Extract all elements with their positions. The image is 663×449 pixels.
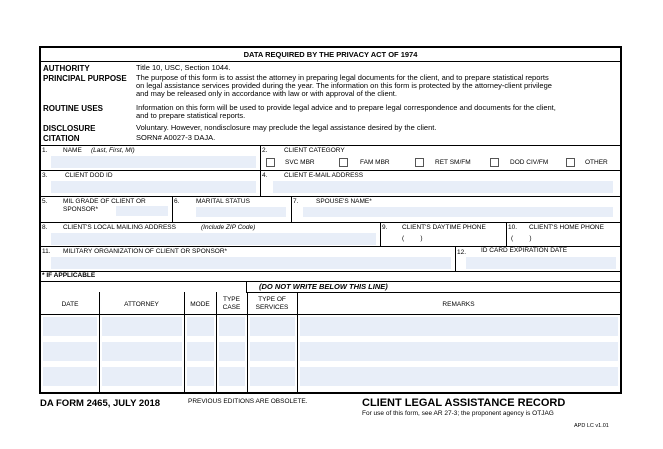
spouse-input[interactable] [303,207,613,217]
grade-input[interactable] [116,206,168,216]
name-input[interactable] [51,156,256,168]
form-id: DA FORM 2465, JULY 2018 [40,398,161,409]
purpose-text-1: The purpose of this form is to assist the attorney in preparing legal documents for the client, and to prepare statistical reports [136,73,549,82]
f12-num: 12. [457,249,467,256]
table-cell[interactable] [219,342,245,361]
email-input[interactable] [273,181,613,193]
f6-num: 6. [174,198,180,205]
f1-num: 1. [42,147,48,154]
divider [41,61,620,62]
f6-label: MARITAL STATUS [196,198,250,205]
table-cell[interactable] [219,367,245,386]
purpose-label: PRINCIPAL PURPOSE [43,74,127,83]
f3-num: 3. [42,172,48,179]
col-remarks-header: REMARKS [442,301,475,308]
f9-label: CLIENT'S DAYTIME PHONE [402,224,486,231]
version-label: APD LC v1.01 [574,423,609,429]
f7-label: SPOUSE'S NAME* [316,198,372,205]
divider [455,246,456,271]
f10-paren: ( ) [511,235,532,242]
divider [41,314,620,315]
routine-text-2: and to prepare statistical reports. [136,111,246,120]
purpose-text-2: on legal assistance services provided during the year. The information on this form is protected by the attorney-client privilege [136,81,552,90]
if-applicable-note: * IF APPLICABLE [42,272,96,279]
divider [506,222,507,246]
table-cell[interactable] [187,367,214,386]
f10-label: CLIENT'S HOME PHONE [529,224,604,231]
privacy-title: DATA REQUIRED BY THE PRIVACY ACT OF 1974 [243,50,418,59]
table-cell[interactable] [43,342,97,361]
use-note: For use of this form, see AR 27-3; the proponent agency is OTJAG [362,410,554,417]
f2-label: CLIENT CATEGORY [284,147,345,154]
divider [297,292,298,392]
divider [172,196,173,222]
divider [247,292,248,392]
col-type-case-header: TYPE CASE [222,296,241,311]
table-cell[interactable] [187,317,214,336]
military-org-input[interactable] [51,257,451,269]
f8-num: 8. [42,224,48,231]
divider [41,196,620,197]
divider [99,292,100,392]
f5-label-2: SPONSOR* [63,206,99,213]
col-date-header: DATE [61,301,79,308]
f12-label: ID CARD EXPIRATION DATE [481,247,568,254]
divider [41,222,620,223]
category-svc-label: SVC MBR [285,159,315,166]
routine-text-1: Information on this form will be used to provide legal advice and to prepare legal correspondence and documents for the client, [136,103,556,112]
divider [291,196,292,222]
col-attorney-header: ATTORNEY [124,301,159,308]
divider [184,292,185,392]
f4-num: 4. [262,172,268,179]
f4-label: CLIENT E-MAIL ADDRESS [284,172,364,179]
disclosure-label: DISCLOSURE [43,124,96,133]
purpose-text-3: and may be released only in accordance with law or with approval of the client. [136,89,397,98]
divider [260,170,261,196]
f1-label: NAME [63,147,82,154]
table-cell[interactable] [219,317,245,336]
category-svc-checkbox[interactable] [266,158,275,167]
authority-text: Title 10, USC, Section 1044. [136,63,231,72]
obsolete-note: PREVIOUS EDITIONS ARE OBSOLETE. [188,398,308,405]
disclosure-text: Voluntary. However, nondisclosure may preclude the legal assistance desired by the client. [136,123,437,132]
col-mode-header: MODE [190,301,210,308]
f11-num: 11. [42,248,51,255]
f11-label: MILITARY ORGANIZATION OF CLIENT OR SPONSOR* [63,248,228,255]
divider [41,145,620,146]
table-cell[interactable] [250,367,295,386]
divider [41,170,620,171]
category-ret-label: RET SM/FM [435,159,471,166]
do-not-write-label: (DO NOT WRITE BELOW THIS LINE) [259,282,388,291]
table-cell[interactable] [102,367,182,386]
routine-label: ROUTINE USES [43,104,104,113]
table-cell[interactable] [250,317,295,336]
divider [380,222,381,246]
table-cell[interactable] [300,342,618,361]
form-frame [39,46,622,394]
divider [260,145,261,170]
table-cell[interactable] [187,342,214,361]
col-type-services-header: TYPE OF SERVICES [255,296,289,311]
table-cell[interactable] [102,317,182,336]
f9-paren: ( ) [402,235,423,242]
f5-num: 5. [42,198,48,205]
category-dod-label: DOD CIV/FM [510,159,549,166]
f8-label: CLIENT'S LOCAL MAILING ADDRESS [63,224,176,231]
divider [216,292,217,392]
id-card-input[interactable] [466,257,616,269]
f1-hint: (Last, First, MI) [91,147,135,154]
divider [246,292,620,293]
table-cell[interactable] [43,317,97,336]
marital-input[interactable] [196,207,286,217]
dod-id-input[interactable] [51,181,256,193]
address-input[interactable] [51,233,376,245]
f10-num: 10. [508,224,518,231]
f3-label: CLIENT DOD ID [65,172,113,179]
table-cell[interactable] [250,342,295,361]
f9-num: 9. [382,224,388,231]
f5-label-1: MIL GRADE OF CLIENT OR [63,198,146,205]
citation-label: CITATION [43,134,80,143]
category-other-label: OTHER [585,159,608,166]
f7-num: 7. [293,198,299,205]
divider [246,281,247,292]
authority-label: AUTHORITY [43,64,90,73]
f2-num: 2. [262,147,268,154]
category-fam-checkbox[interactable] [339,158,348,167]
category-other-checkbox[interactable] [566,158,575,167]
table-cell[interactable] [43,367,97,386]
table-cell[interactable] [300,317,618,336]
divider [41,271,620,272]
category-dod-checkbox[interactable] [490,158,499,167]
table-cell[interactable] [102,342,182,361]
table-cell[interactable] [300,367,618,386]
f8-hint: (Include ZIP Code) [201,224,256,231]
record-title: CLIENT LEGAL ASSISTANCE RECORD [362,397,566,409]
citation-text: SORN# A0027-3 DAJA. [136,133,216,142]
category-ret-checkbox[interactable] [415,158,424,167]
category-fam-label: FAM MBR [360,159,390,166]
